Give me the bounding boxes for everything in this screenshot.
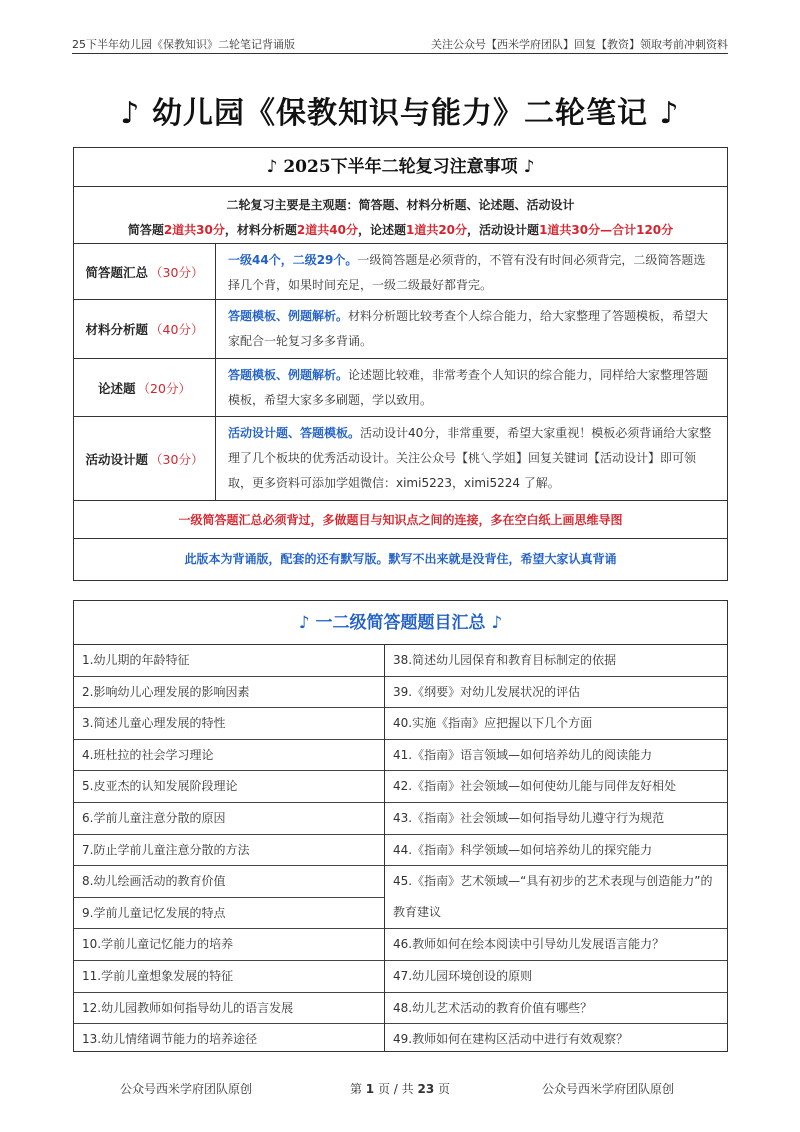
footer-left: 公众号西米学府团队原创 bbox=[120, 1082, 253, 1096]
notice-box bbox=[73, 147, 728, 581]
row-body: 论述题比较难，非常考查个人知识的综合能力，同样给大家整理答题模板，希望大家多多刷题，学以致用。 bbox=[228, 368, 709, 407]
question-item: 9.学前儿童记忆发展的特点 bbox=[74, 898, 384, 930]
row-label bbox=[74, 300, 216, 358]
question-item: 13.幼儿情绪调节能力的培养途径 bbox=[82, 1032, 258, 1047]
question-item: 12.幼儿园教师如何指导幼儿的语言发展 bbox=[74, 993, 384, 1025]
row-text bbox=[216, 244, 727, 299]
row-text bbox=[216, 300, 727, 358]
notice-title: ♪ 2025下半年二轮复习注意事项 ♪ bbox=[74, 148, 727, 187]
row-label-text: 材料分析题 bbox=[85, 322, 149, 337]
question-item: 38.简述幼儿园保育和教育目标制定的依据 bbox=[385, 645, 727, 677]
question-item: 47.幼儿园环境创设的原则 bbox=[385, 961, 727, 993]
note-blue: 此版本为背诵版，配套的还有默写版。默写不出来就是没背住，希望大家认真背诵 bbox=[184, 552, 617, 566]
questions-box bbox=[73, 600, 728, 1052]
row-body: 活动设计40分，非常重要，希望大家重视！模板必须背诵给大家整理了几个板块的优秀活动设计。关注公众号【桃乀学姐】回复关键词【活动设计】即可领取，更多资料可添加学姐微信：ximi5223，ximi5224 了解。 bbox=[228, 426, 712, 490]
question-item: 11.学前儿童想象发展的特征 bbox=[74, 961, 384, 993]
question-item: 49.教师如何在建构区活动中进行有效观察？ bbox=[393, 1032, 629, 1047]
page-suffix: 页 bbox=[438, 1082, 451, 1096]
questions-right-column bbox=[385, 645, 727, 1051]
question-item: 4.班杜拉的社会学习理论 bbox=[74, 740, 384, 772]
notice-row-activity-design bbox=[74, 417, 727, 501]
row-score: （40分） bbox=[150, 322, 204, 337]
row-score: （30分） bbox=[150, 264, 204, 280]
questions-left-column bbox=[74, 645, 385, 1051]
row-highlight: 一级44个，二级29个。 bbox=[228, 253, 358, 267]
row-score: （20分） bbox=[137, 380, 191, 396]
score-line bbox=[74, 213, 727, 238]
notice-row-material-analysis bbox=[74, 300, 727, 359]
page-number bbox=[0, 1080, 800, 1097]
score-part: ，论述题 bbox=[357, 223, 406, 237]
question-item: 2.影响幼儿心理发展的影响因素 bbox=[74, 677, 384, 709]
page-current: 1 bbox=[365, 1082, 375, 1096]
question-item: 5.皮亚杰的认知发展阶段理论 bbox=[74, 771, 384, 803]
question-item: 43.《指南》社会领域—如何指导幼儿遵守行为规范 bbox=[385, 803, 727, 835]
row-label-text: 论述题 bbox=[98, 380, 136, 396]
header-right-text: 关注公众号【西米学府团队】回复【教资】领取考前冲刺资料 bbox=[431, 38, 728, 51]
question-item: 48.幼儿艺术活动的教育价值有哪些？ bbox=[385, 993, 727, 1025]
score-part: ，材料分析题 bbox=[224, 223, 297, 237]
score-part: 1道共20分 bbox=[405, 223, 468, 237]
row-label bbox=[74, 359, 216, 416]
question-item: 41.《指南》语言领域—如何培养幼儿的阅读能力 bbox=[385, 740, 727, 772]
question-item: 40.实施《指南》应把握以下几个方面 bbox=[385, 708, 727, 740]
question-item: 10.学前儿童记忆能力的培养 bbox=[74, 929, 384, 961]
question-item: 46.教师如何在绘本阅读中引导幼儿发展语言能力？ bbox=[385, 929, 727, 961]
question-item: 7.防止学前儿童注意分散的方法 bbox=[74, 835, 384, 867]
question-item: 3.简述儿童心理发展的特性 bbox=[74, 708, 384, 740]
score-part: 2道共30分 bbox=[163, 223, 225, 237]
score-part: 1道共30分—合计120分 bbox=[539, 223, 674, 237]
row-body: 一级简答题是必须背的，不管有没有时间必须背完，二级简答题选择几个背，如果时间充足，一级二级最好都背完。 bbox=[228, 253, 706, 292]
question-item: 44.《指南》科学领域—如何培养幼儿的探究能力 bbox=[385, 835, 727, 867]
question-item: 8.幼儿绘画活动的教育价值 bbox=[74, 866, 384, 898]
question-item: 39.《纲要》对幼儿发展状况的评估 bbox=[385, 677, 727, 709]
questions-title: ♪ 一二级简答题题目汇总 ♪ bbox=[74, 601, 727, 645]
page-prefix: 第 bbox=[349, 1082, 362, 1096]
row-highlight: 答题模板、例题解析。 bbox=[228, 368, 349, 382]
score-part: ，活动设计题 bbox=[467, 223, 540, 237]
questions-columns bbox=[74, 645, 727, 1051]
row-score: （30分） bbox=[150, 451, 204, 467]
notice-row-short-answer bbox=[74, 244, 727, 300]
running-header bbox=[72, 34, 728, 54]
intro-line: 二轮复习主要是主观题：简答题、材料分析题、论述题、活动设计 bbox=[226, 198, 575, 212]
page-title: ♪ 幼儿园《保教知识与能力》二轮笔记 ♪ bbox=[120, 96, 680, 131]
notice-row-essay bbox=[74, 359, 727, 417]
score-part: 简答题 bbox=[127, 223, 164, 237]
row-label-text: 简答题汇总 bbox=[85, 264, 149, 280]
question-item: 6.学前儿童注意分散的原因 bbox=[74, 803, 384, 835]
row-text bbox=[216, 417, 727, 500]
page-total: 23 bbox=[417, 1082, 435, 1096]
row-label bbox=[74, 244, 216, 299]
score-part: 2道共40分 bbox=[296, 223, 358, 237]
row-label-text: 活动设计题 bbox=[85, 451, 149, 467]
note-red: 一级简答题汇总必须背过，多做题目与知识点之间的连接，多在空白纸上画思维导图 bbox=[74, 501, 727, 539]
notice-intro bbox=[74, 187, 727, 244]
question-item: 42.《指南》社会领域—如何使幼儿能与同伴友好相处 bbox=[385, 771, 727, 803]
row-highlight: 活动设计题、答题模板。 bbox=[228, 426, 361, 440]
question-item: 45.《指南》艺术领域—“具有初步的艺术表现与创造能力”的教育建议 bbox=[385, 866, 727, 929]
row-highlight: 答题模板、例题解析。 bbox=[228, 309, 349, 323]
header-left-text: 25下半年幼儿园《保教知识》二轮笔记背诵版 bbox=[72, 38, 295, 51]
footer-right: 公众号西米学府团队原创 bbox=[542, 1082, 675, 1096]
question-item: 1.幼儿期的年龄特征 bbox=[74, 645, 384, 677]
row-label bbox=[74, 417, 216, 500]
row-text bbox=[216, 359, 727, 416]
row-body: 材料分析题比较考查个人综合能力，给大家整理了答题模板，希望大家配合一轮复习多多背诵。 bbox=[228, 309, 709, 348]
page-mid: 页 / 共 bbox=[377, 1082, 414, 1096]
